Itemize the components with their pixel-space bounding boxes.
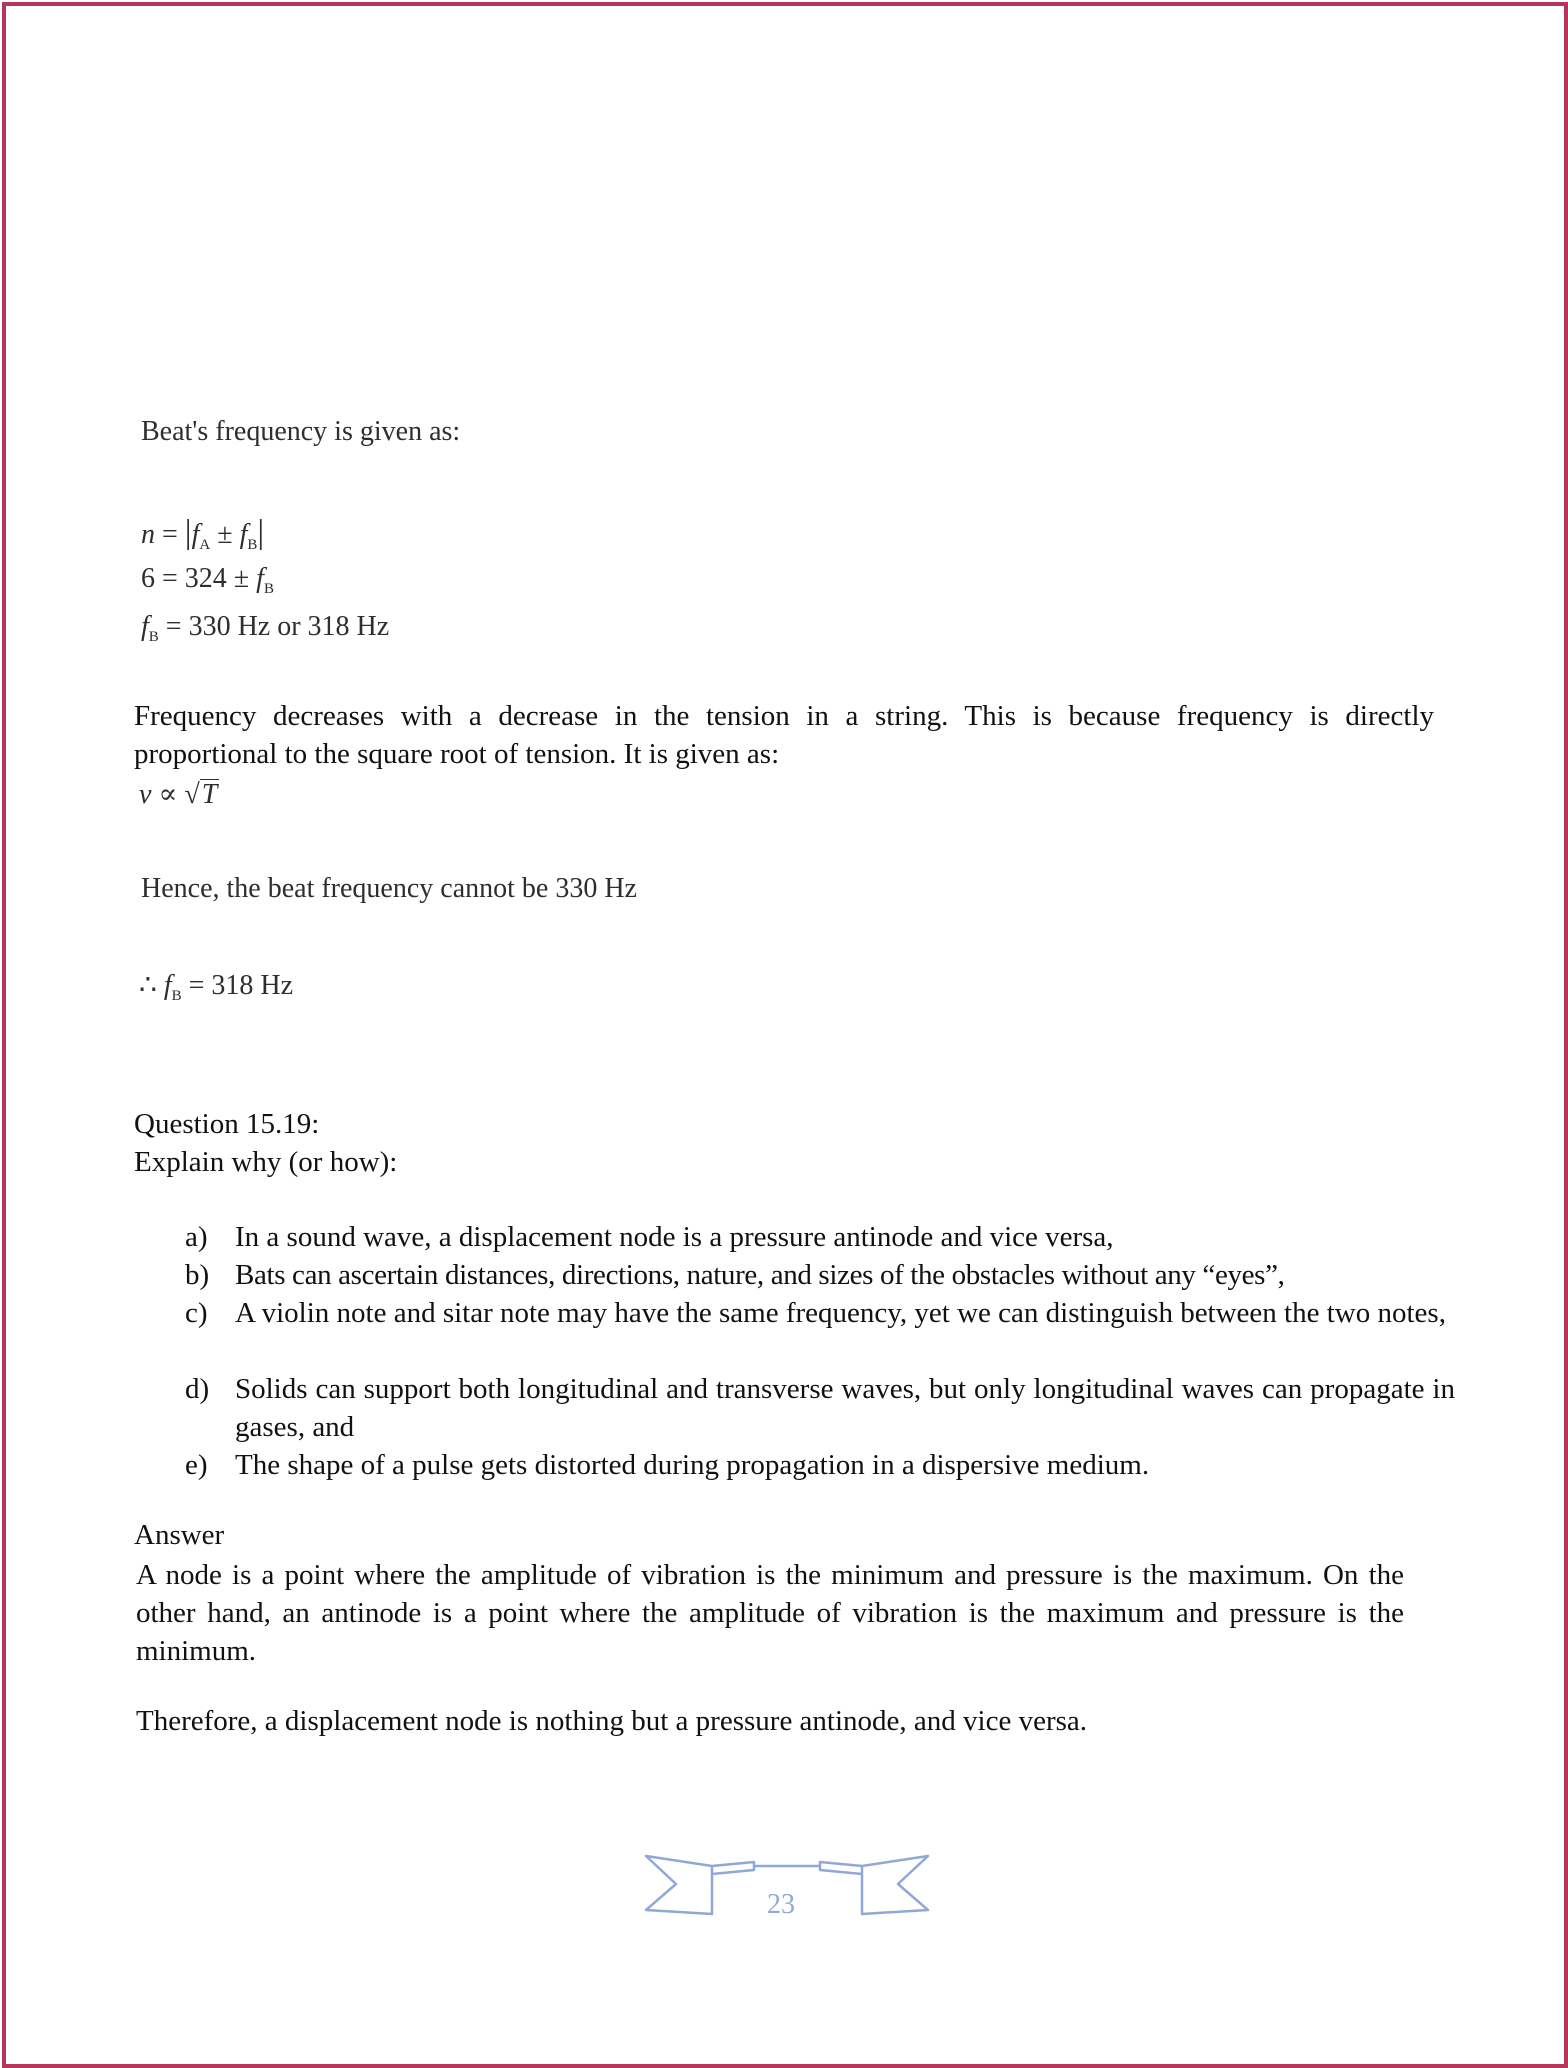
sqrt-symbol: √ [184, 779, 200, 810]
equation-substitution [141, 563, 274, 598]
eq-fb-sub: B [247, 537, 258, 553]
answer-paragraph-2: Therefore, a displacement node is nothing but a pressure antinode, and vice versa. [136, 1705, 1088, 1737]
eq3-text: = 330 Hz or 318 Hz [158, 611, 390, 642]
list-item [185, 1370, 1455, 1446]
page-number: 23 [767, 1889, 795, 1920]
question-number: Question 15.19: [134, 1108, 320, 1140]
abs-bar-left: | [184, 514, 192, 551]
page-border [2, 2, 1568, 2068]
eq-n: n [141, 519, 155, 550]
prop-t: T [201, 779, 218, 810]
list-marker: d) [185, 1373, 210, 1405]
eq-equals: = [155, 519, 185, 550]
hence-text: Hence, the beat frequency cannot be 330 Hz [141, 873, 637, 904]
eq2-f: f [256, 563, 264, 594]
list-text: In a sound wave, a displacement node is a pressure antinode and vice versa, [235, 1221, 1114, 1253]
eq2-text: 6 = 324 ± [141, 563, 257, 594]
ribbon-left-fold [712, 1862, 754, 1874]
prop-nu: ν [139, 779, 152, 810]
eq-fb: f [239, 519, 248, 550]
list-text: Bats can ascertain distances, directions, nature, and sizes of the obstacles without any “eyes”, [235, 1259, 1285, 1291]
list-marker: a) [185, 1221, 208, 1253]
eq-op: ± [210, 519, 240, 550]
ribbon-left-tail [646, 1856, 712, 1914]
list-marker: c) [185, 1297, 208, 1329]
eq3-f-sub: B [148, 629, 159, 645]
eq2-f-sub: B [263, 581, 274, 597]
equation-result [141, 611, 389, 646]
equation-beat-formula [141, 514, 264, 554]
eq-fa: f [191, 519, 200, 550]
answer-heading: Answer [134, 1519, 225, 1551]
list-marker: e) [185, 1449, 208, 1481]
answer-paragraph-1: A node is a point where the amplitude of vibration is the minimum and pressure is the maximum. On the other hand, an antinode is a point where the amplitude of vibration is the maximum and pressure is the minimum. [136, 1559, 1404, 1667]
final-f-sub: B [171, 988, 182, 1004]
ribbon-right-fold [820, 1862, 862, 1874]
therefore-symbol: ∴ [139, 970, 164, 1001]
final-f: f [163, 970, 172, 1001]
equation-final [139, 968, 293, 1005]
eq3-f: f [141, 611, 149, 642]
list-marker: b) [185, 1259, 210, 1291]
beat-intro-text: Beat's frequency is given as: [141, 416, 461, 447]
list-text: A violin note and sitar note may have the same frequency, yet we can distinguish between the two notes, [235, 1297, 1446, 1329]
list-text: Solids can support both longitudinal and transverse waves, but only longitudinal waves can propagate in gases, and [235, 1373, 1455, 1443]
equation-proportionality [139, 777, 219, 811]
list-item [185, 1294, 1446, 1370]
final-text: = 318 Hz [181, 970, 294, 1001]
question-prompt: Explain why (or how): [134, 1146, 398, 1178]
eq-fa-sub: A [199, 537, 211, 553]
prop-symbol: ∝ [151, 779, 185, 810]
tension-paragraph: Frequency decreases with a decrease in the tension in a string. This is because frequency is directly proportional to the square root of tension. It is given as: [134, 700, 1434, 770]
ribbon-right-tail [862, 1856, 928, 1914]
abs-bar-right: | [257, 514, 265, 551]
sqrt-radicand [200, 779, 220, 811]
list-text: The shape of a pulse gets distorted during propagation in a dispersive medium. [235, 1449, 1150, 1481]
